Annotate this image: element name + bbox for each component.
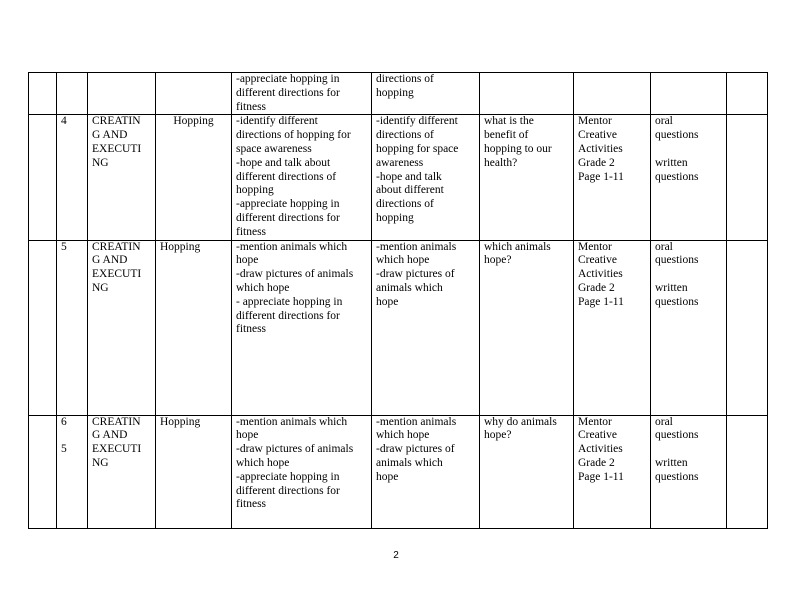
inquiry-text: why do animals hope? bbox=[484, 415, 557, 442]
scheme-of-work-table bbox=[28, 72, 768, 529]
table-row bbox=[29, 415, 768, 528]
remarks-cell bbox=[727, 115, 768, 240]
sub-strand-cell bbox=[156, 73, 232, 115]
assessment-text: oral questions written questions bbox=[655, 115, 699, 183]
experiences-cell bbox=[372, 73, 480, 115]
outcomes-cell bbox=[232, 415, 372, 528]
strand-cell bbox=[88, 115, 156, 240]
table-row bbox=[29, 73, 768, 115]
sub-strand-cell bbox=[156, 415, 232, 528]
assessment-cell bbox=[651, 73, 727, 115]
experiences-text: directions of hopping bbox=[376, 73, 434, 99]
sub-strand-text: Hopping bbox=[160, 415, 201, 428]
assessment-cell bbox=[651, 115, 727, 240]
remarks-cell bbox=[727, 415, 768, 528]
strand-text: CREATIN G AND EXECUTI NG bbox=[92, 115, 142, 169]
lesson-cell bbox=[57, 73, 88, 115]
inquiry-cell bbox=[480, 115, 574, 240]
outcomes-cell bbox=[232, 240, 372, 415]
strand-text: CREATIN G AND EXECUTI NG bbox=[92, 415, 142, 469]
resources-text: Mentor Creative Activities Grade 2 Page 1-11 bbox=[578, 115, 624, 183]
sub-strand-text: Hopping bbox=[173, 115, 214, 128]
inquiry-text: which animals hope? bbox=[484, 240, 551, 267]
week-cell bbox=[29, 240, 57, 415]
assessment-text: oral questions written questions bbox=[655, 240, 699, 308]
experiences-text: -mention animals which hope -draw pictures of animals which hope bbox=[376, 415, 457, 483]
sub-strand-text: Hopping bbox=[160, 240, 201, 253]
assessment-cell bbox=[651, 240, 727, 415]
inquiry-text: what is the benefit of hopping to our health? bbox=[484, 115, 552, 169]
experiences-text: -identify different directions of hopping for space awareness -hope and talk about different directions of hopping bbox=[376, 115, 459, 224]
resources-text: Mentor Creative Activities Grade 2 Page 1-11 bbox=[578, 415, 624, 483]
strand-cell bbox=[88, 73, 156, 115]
strand-cell bbox=[88, 415, 156, 528]
outcomes-cell bbox=[232, 115, 372, 240]
outcomes-text: -mention animals which hope -draw pictures of animals which hope -appreciate hopping in different directions for fitness bbox=[236, 415, 354, 511]
lesson-cell bbox=[57, 415, 88, 528]
resources-cell bbox=[574, 115, 651, 240]
inquiry-cell bbox=[480, 73, 574, 115]
lesson-cell bbox=[57, 240, 88, 415]
resources-cell bbox=[574, 415, 651, 528]
inquiry-cell bbox=[480, 240, 574, 415]
week-cell bbox=[29, 115, 57, 240]
week-cell bbox=[29, 415, 57, 528]
outcomes-text: -appreciate hopping in different directions for fitness bbox=[236, 73, 340, 113]
table-row bbox=[29, 240, 768, 415]
page-number: 2 bbox=[393, 550, 399, 561]
outcomes-cell bbox=[232, 73, 372, 115]
inquiry-cell bbox=[480, 415, 574, 528]
lesson-number: 5 bbox=[61, 240, 67, 253]
assessment-text: oral questions written questions bbox=[655, 415, 699, 483]
lesson-number: 6 5 bbox=[61, 415, 67, 456]
lesson-number: 4 bbox=[61, 115, 67, 128]
outcomes-text: -identify different directions of hopping for space awareness -hope and talk about different directions of hopping -appreciate hopping in different directions for fitness bbox=[236, 115, 351, 238]
experiences-text: -mention animals which hope -draw pictures of animals which hope bbox=[376, 240, 457, 308]
experiences-cell bbox=[372, 415, 480, 528]
remarks-cell bbox=[727, 73, 768, 115]
resources-cell bbox=[574, 73, 651, 115]
sub-strand-cell bbox=[156, 240, 232, 415]
week-cell bbox=[29, 73, 57, 115]
assessment-cell bbox=[651, 415, 727, 528]
outcomes-text: -mention animals which hope -draw pictures of animals which hope - appreciate hopping in different directions for fitness bbox=[236, 240, 354, 336]
resources-cell bbox=[574, 240, 651, 415]
strand-text: CREATIN G AND EXECUTI NG bbox=[92, 240, 142, 294]
resources-text: Mentor Creative Activities Grade 2 Page 1-11 bbox=[578, 240, 624, 308]
table-row bbox=[29, 115, 768, 240]
strand-cell bbox=[88, 240, 156, 415]
sub-strand-cell bbox=[156, 115, 232, 240]
experiences-cell bbox=[372, 115, 480, 240]
experiences-cell bbox=[372, 240, 480, 415]
remarks-cell bbox=[727, 240, 768, 415]
lesson-cell bbox=[57, 115, 88, 240]
